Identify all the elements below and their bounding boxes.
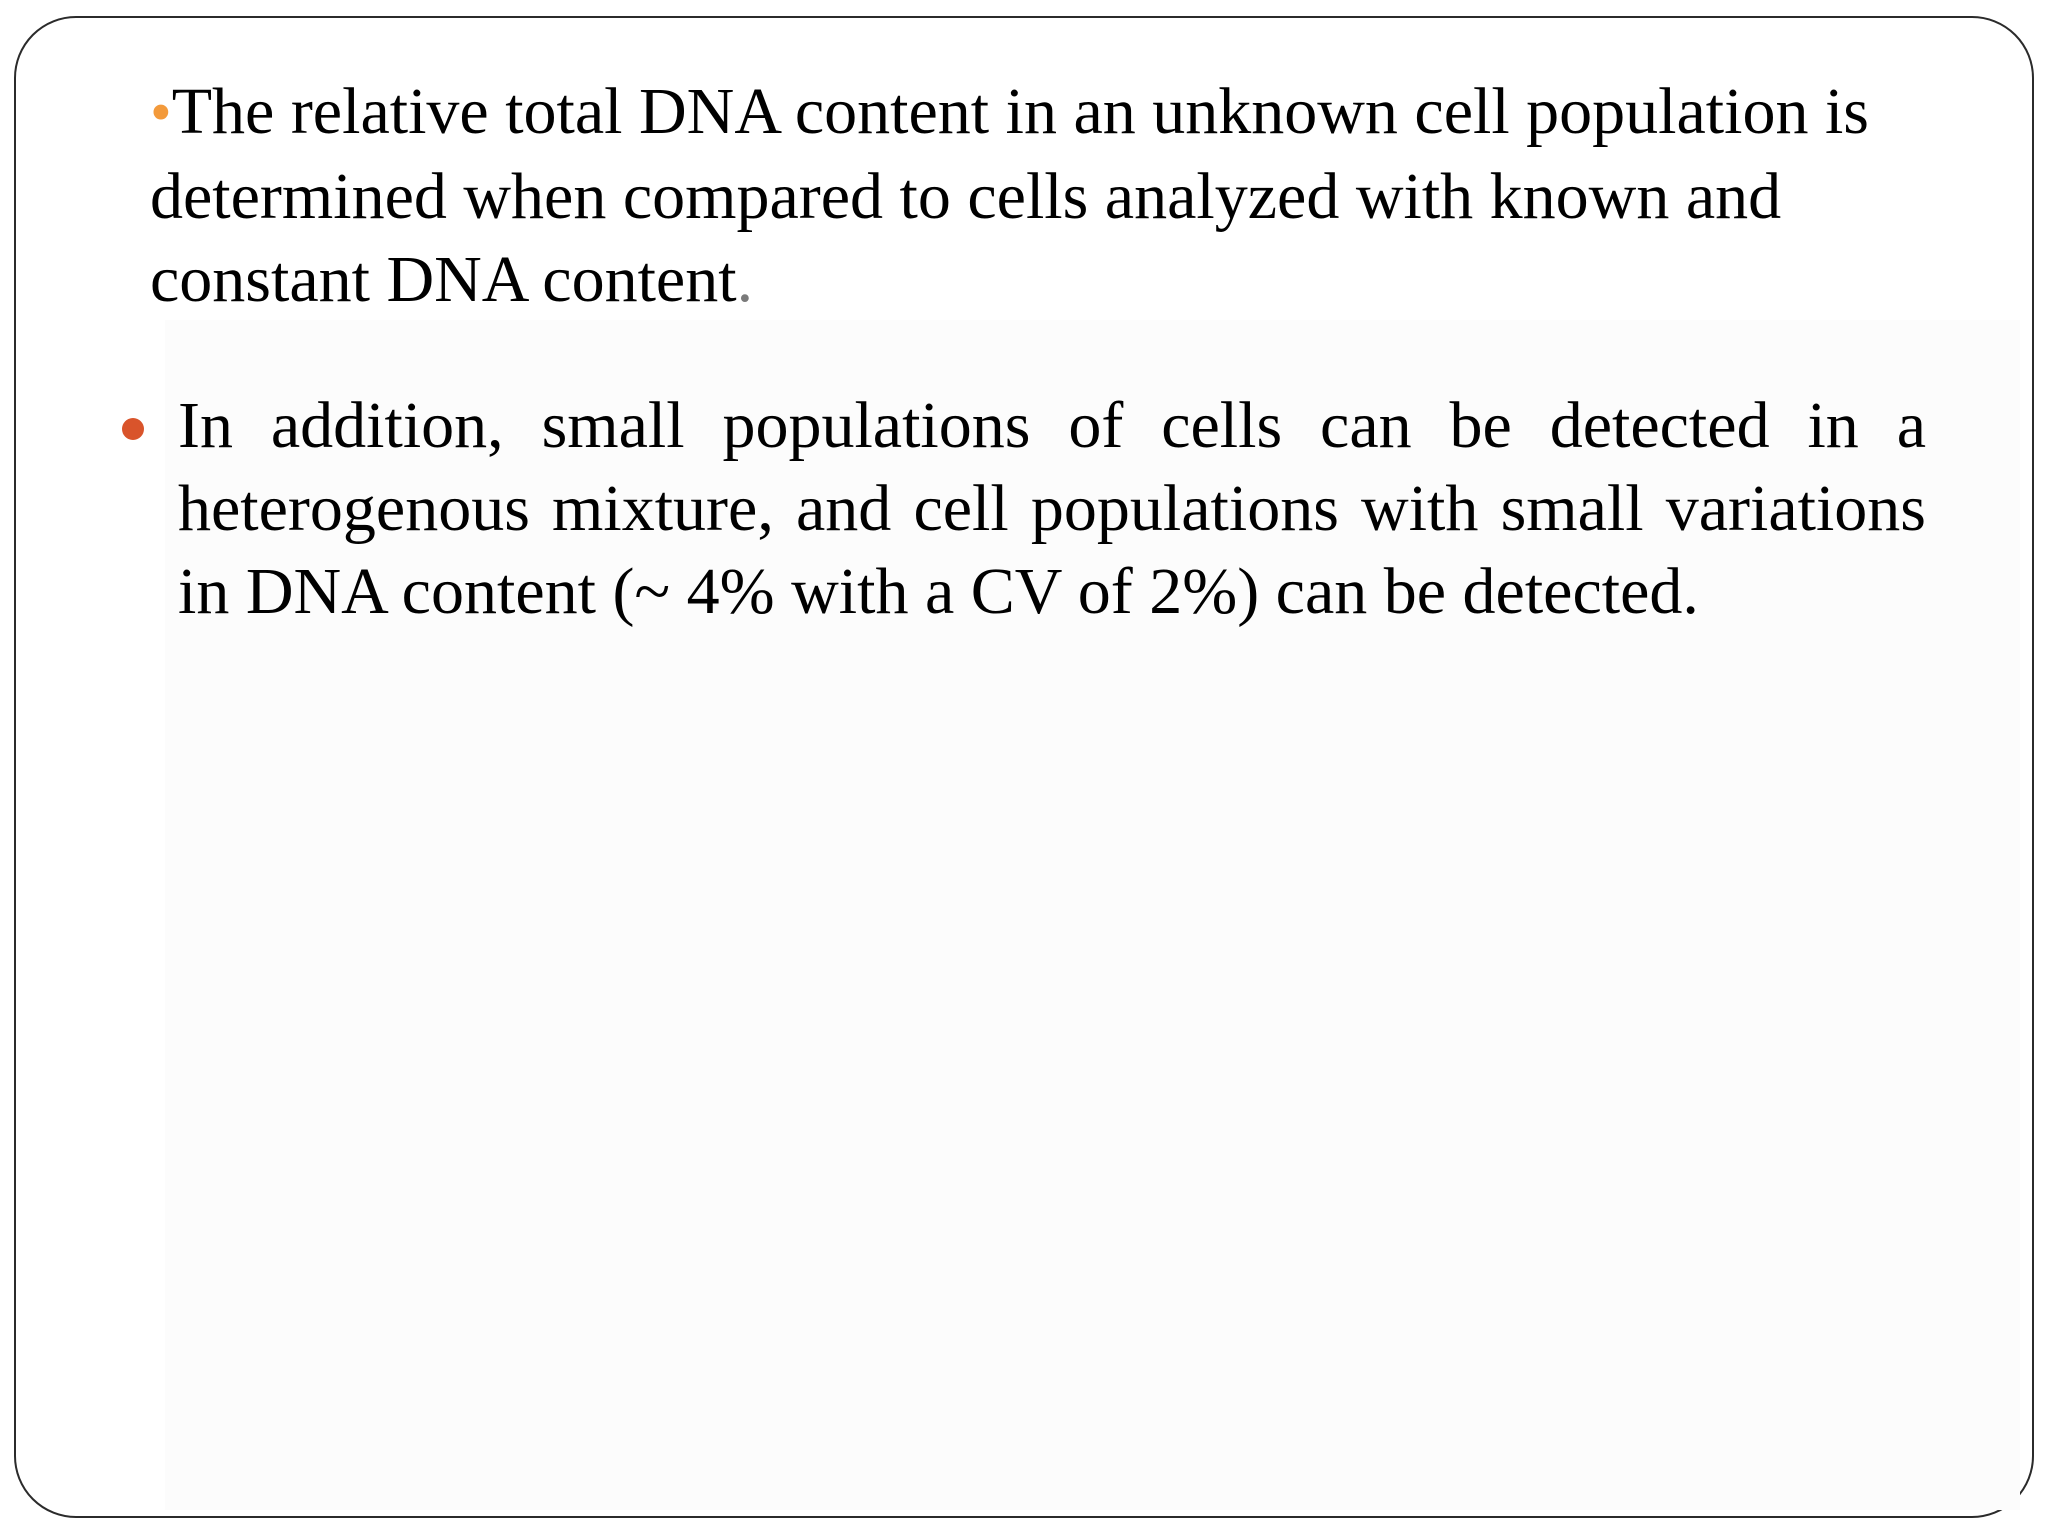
bullet-item [118,384,1926,633]
small-bullet-icon: • [150,79,172,147]
paragraph-one [150,70,1920,321]
paragraph-one-trailing: . [736,243,754,316]
paragraph-two-text: In addition, small populations of cells can be detected in a heterogenous mixture, and cell populations with small variations in DNA content (~ 4% with a CV of 2%) can be detected. [178,389,1926,628]
bullet-dot-icon [122,418,144,440]
paragraph-one-text: The relative total DNA content in an unknown cell population is determined when compared to cells analyzed with known and constant DNA content [150,75,1869,316]
